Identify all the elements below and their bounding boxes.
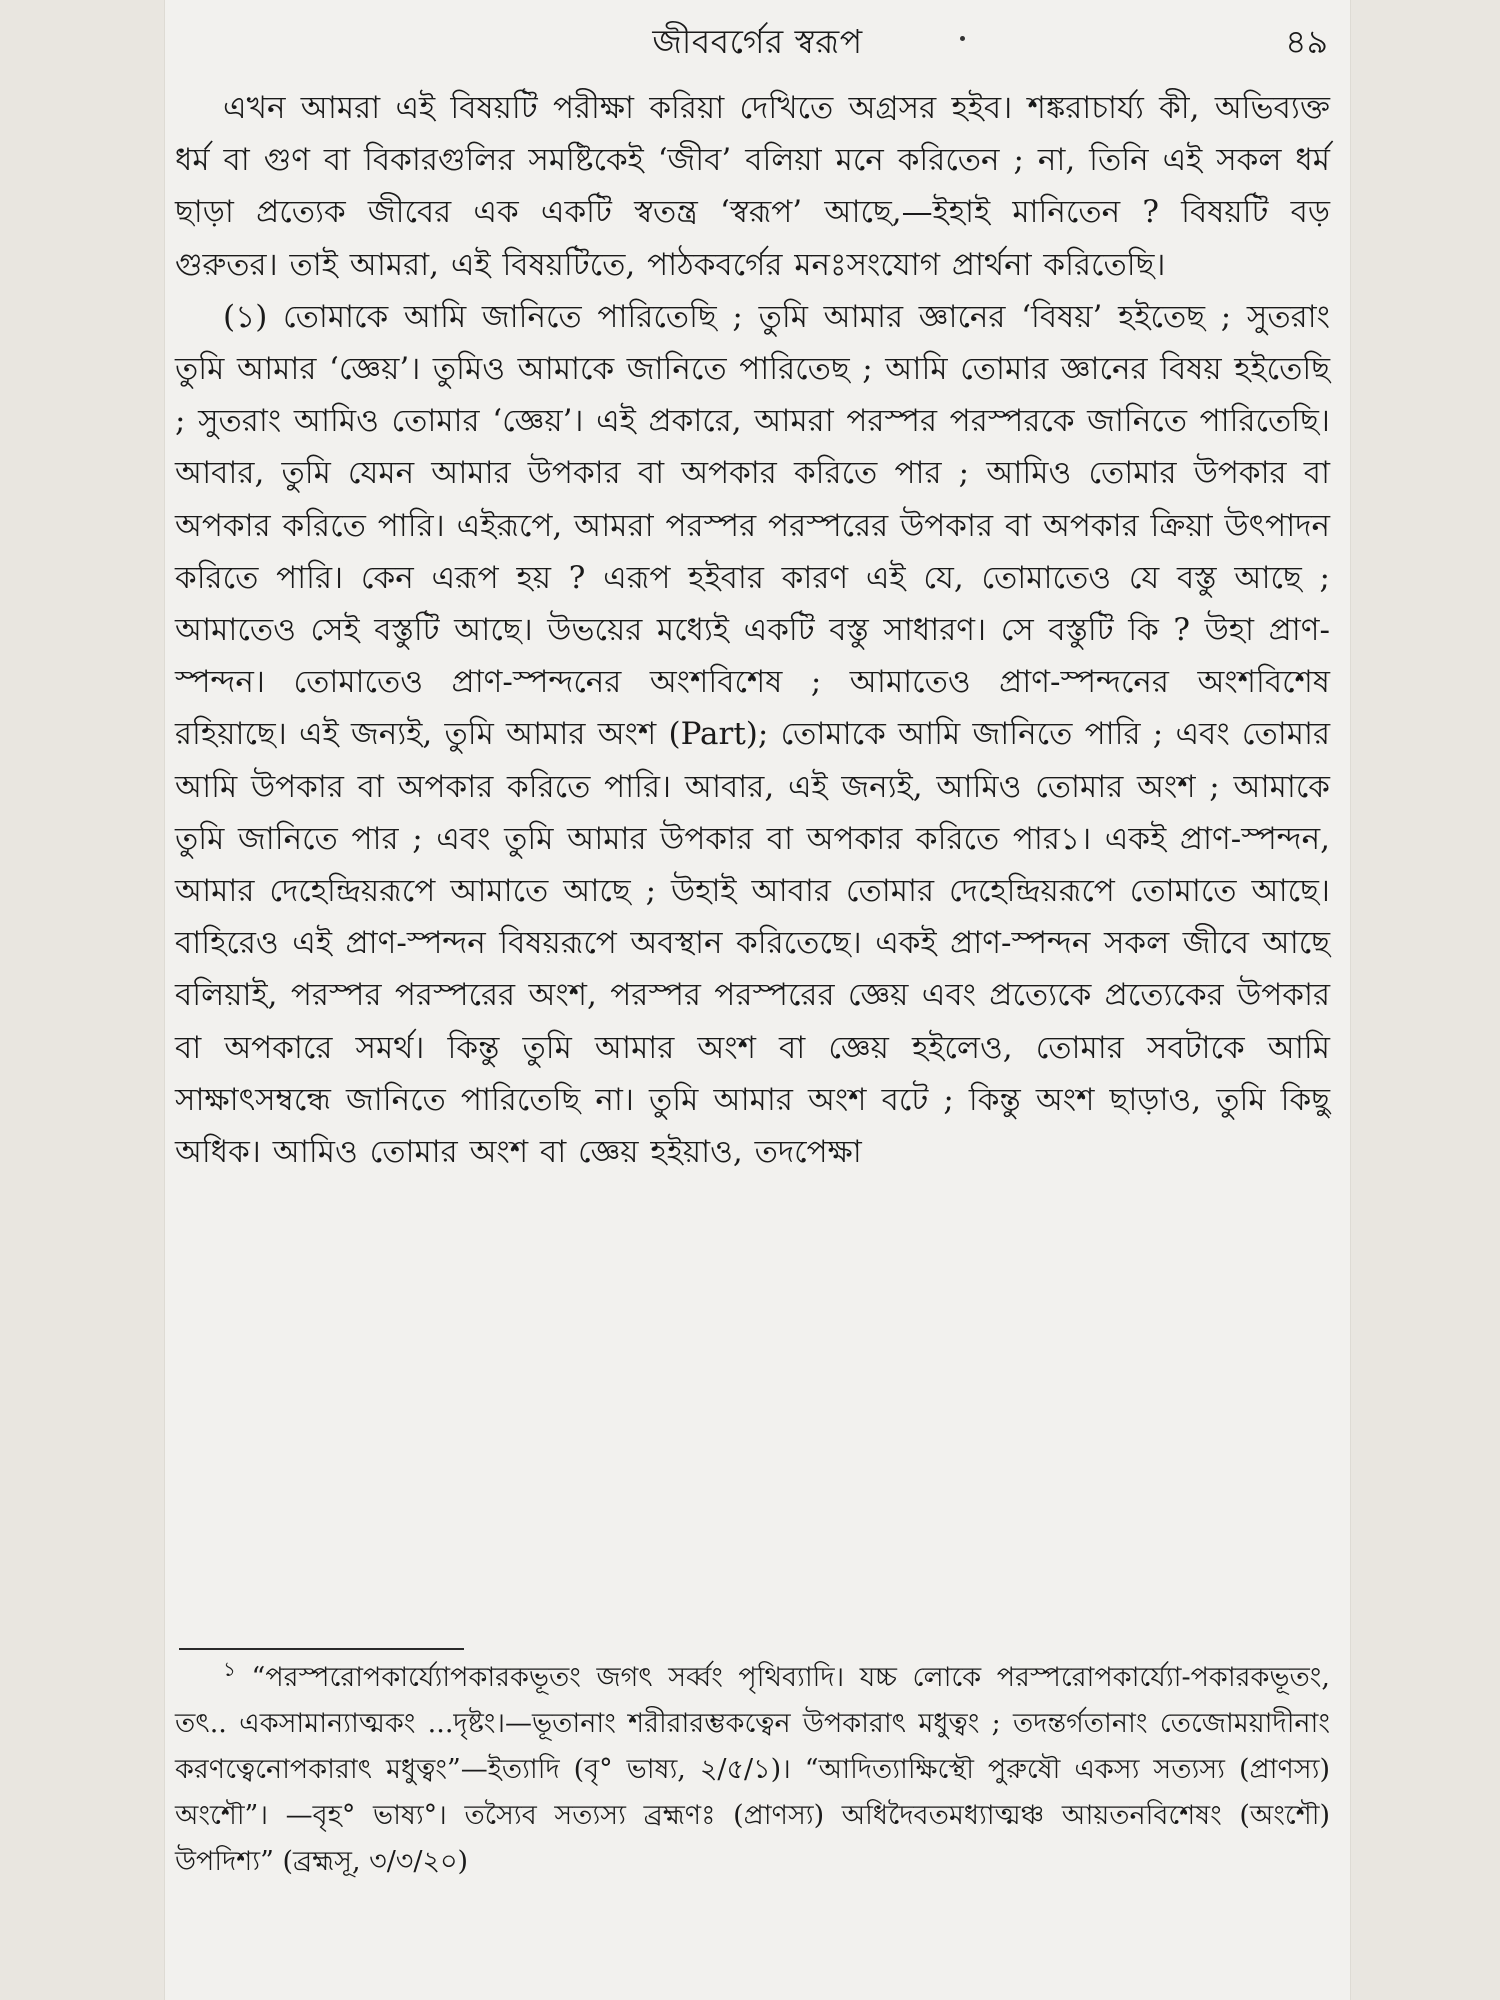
- page-header: [165, 6, 1350, 76]
- footnote-marker: ১: [223, 1657, 236, 1681]
- running-head-title: জীববর্গের স্বরূপ: [652, 22, 863, 61]
- footnotes: [175, 1655, 1330, 1885]
- paragraph-2: (১) তোমাকে আমি জানিতে পারিতেছি ; তুমি আমার জ্ঞানের ‘বিষয়’ হইতেছ ; সুতরাং তুমি আমার ‘জ্ঞেয়’। তুমিও আমাকে জানিতে পারিতেছ ; আমি তোমার জ্ঞানের বিষয় হইতেছি ; সুতরাং আমিও তোমার ‘জ্ঞেয়’। এই প্রকারে, আমরা পরস্পর পরস্পরকে জানিতে পারিতেছি। আবার, তুমি যেমন আমার উপকার বা অপকার করিতে পার ; আমিও তোমার উপকার বা অপকার করিতে পারি। এইরূপে, আমরা পরস্পর পরস্পরের উপকার বা অপকার ক্রিয়া উৎপাদন করিতে পারি। কেন এরূপ হয় ? এরূপ হইবার কারণ এই যে, তোমাতেও যে বস্তু আছে ; আমাতেও সেই বস্তুটি আছে। উভয়ের মধ্যেই একটি বস্তু সাধারণ। সে বস্তুটি কি ? উহা প্রাণ-স্পন্দন। তোমাতেও প্রাণ-স্পন্দনের অংশবিশেষ ; আমাতেও প্রাণ-স্পন্দনের অংশবিশেষ রহিয়াছে। এই জন্যই, তুমি আমার অংশ (Part); তোমাকে আমি জানিতে পারি ; এবং তোমার আমি উপকার বা অপকার করিতে পারি। আবার, এই জন্যই, আমিও তোমার অংশ ; আমাকে তুমি জানিতে পার ; এবং তুমি আমার উপকার বা অপকার করিতে পার১। একই প্রাণ-স্পন্দন, আমার দেহেন্দ্রিয়রূপে আমাতে আছে ; উহাই আবার তোমার দেহেন্দ্রিয়রূপে তোমাতে আছে। বাহিরেও এই প্রাণ-স্পন্দন বিষয়রূপে অবস্থান করিতেছে। একই প্রাণ-স্পন্দন সকল জীবে আছে বলিয়াই, পরস্পর পরস্পরের অংশ, পরস্পর পরস্পরের জ্ঞেয় এবং প্রত্যেকে প্রত্যেকের উপকার বা অপকারে সমর্থ। কিন্তু তুমি আমার অংশ বা জ্ঞেয় হইলেও, তোমার সবটাকে আমি সাক্ষাৎসম্বন্ধে জানিতে পারিতেছি না। তুমি আমার অংশ বটে ; কিন্তু অংশ ছাড়াও, তুমি কিছু অধিক। আমিও তোমার অংশ বা জ্ঞেয় হইয়াও, তদপেক্ষা: [175, 298, 1330, 1171]
- book-page: [165, 0, 1350, 2000]
- footnote-1: [175, 1655, 1330, 1885]
- paragraph-1: এখন আমরা এই বিষয়টি পরীক্ষা করিয়া দেখিতে অগ্রসর হইব। শঙ্করাচার্য্য কী, অভিব্যক্ত ধর্ম বা গুণ বা বিকারগুলির সমষ্টিকেই ‘জীব’ বলিয়া মনে করিতেন ; না, তিনি এই সকল ধর্ম ছাড়া প্রত্যেক জীবের এক একটি স্বতন্ত্র ‘স্বরূপ’ আছে,—ইহাই মানিতেন ? বিষয়টি বড় গুরুতর। তাই আমরা, এই বিষয়টিতে, পাঠকবর্গের মনঃসংযোগ প্রার্থনা করিতেছি।: [175, 90, 1330, 283]
- main-text: [175, 82, 1330, 1178]
- footnote-text: “পরস্পরোপকার্য্যোপকারকভূতং জগৎ সর্ব্বং পৃথিব্যাদি। যচ্চ লোকে পরস্পরোপকার্য্যো-পকারকভূতং, তৎ.. একসামান্যাত্মকং ...দৃষ্টং।—ভূতানাং শরীরারম্ভকত্বেন উপকারাৎ মধুত্বং ; তদন্তর্গতানাং তেজোময়াদীনাং করণত্বেনোপকারাৎ মধুত্বং”—ইত্যাদি (বৃ° ভাষ্য, ২/৫/১)। “আদিত্যাক্ষিস্থৌ পুরুষৌ একস্য সত্যস্য (প্রাণস্য) অংশৌ”। —বৃহ° ভাষ্য°। তস্যৈব সত্যস্য ব্রহ্মণঃ (প্রাণস্য) অধিদৈবতমধ্যাত্মঞ্চ আয়তনবিশেষং (অংশৌ) উপদিশ্য” (ব্রহ্মসূ, ৩/৩/২০): [175, 1662, 1330, 1877]
- page-number: ৪৯: [1285, 22, 1328, 61]
- footnote-divider: [179, 1648, 464, 1650]
- header-dot: [960, 36, 965, 41]
